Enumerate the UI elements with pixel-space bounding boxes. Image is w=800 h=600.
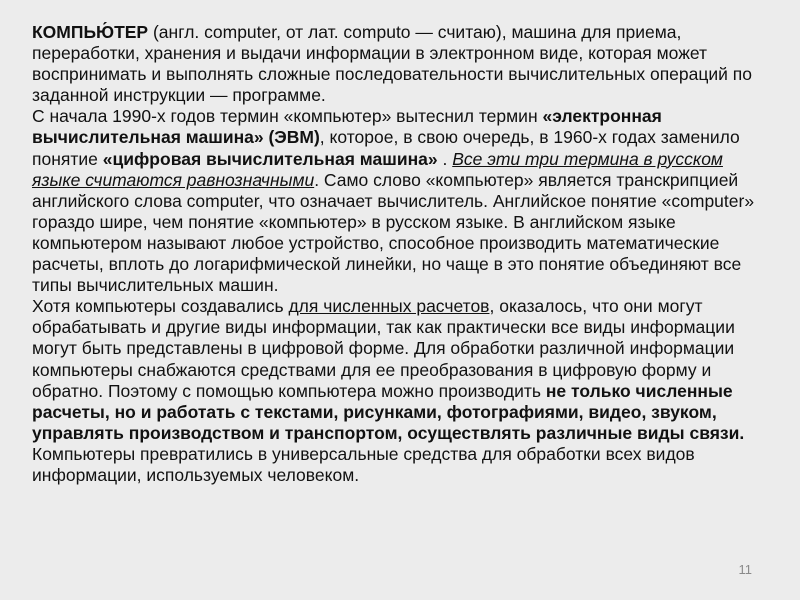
text-segment: . [437, 148, 453, 169]
paragraph-terminology [32, 106, 772, 296]
definition-text: (англ. computer, от лат. computo — считаю), машина для приема, переработки, хранения и выдачи информации в электронном виде, которая может воспринимать и выполнять сложные последовательности вычислительных операций по заданной инструкции — программе. [32, 22, 753, 106]
paragraph-usage [32, 296, 772, 486]
text-segment: . Само слово «компьютер» является транскрипцией английского слова computer, что означает вычислитель. Английское понятие «computer» гораздо шире, чем понятие «компьютер» в русском языке. В английском языке компьютером называют любое устройство, способное производить математические расчеты, вплоть до логарифмической линейки, но чаще в это понятие объединяют все типы вычислительных машин. [32, 169, 755, 296]
term-evm: «электронная вычислительная машина» (ЭВМ) [32, 106, 662, 148]
text-segment: Хотя компьютеры создавались [32, 296, 289, 317]
text-segment: Компьютеры превратились в универсальные средства для обработки всех видов информации, используемых человеком. [32, 443, 695, 485]
text-segment: , оказалось, что они могут обрабатывать и другие виды информации, так как практически все виды информации могут быть представлены в цифровой форме. Для обработки различной информации компьютеры снабжаются средствами для ее преобразования в цифровую форму и обратно. Поэтому с помощью компьютера можно производить [32, 296, 735, 401]
paragraph-definition [32, 22, 772, 106]
term-computer: КОМПЬЮ́ТЕР [32, 22, 149, 42]
link-equivalent-terms[interactable]: Все эти три термина в русском языке считаются равнозначными [32, 148, 723, 190]
slide-text [32, 22, 772, 486]
term-digital-machine: «цифровая вычислительная машина» [102, 148, 438, 169]
text-segment: С начала 1990-х годов термин «компьютер» вытеснил термин [32, 106, 543, 127]
text-segment: , которое, в свою очередь, в 1960-х годах заменило понятие [32, 127, 740, 169]
page-number: 11 [738, 562, 752, 577]
bold-capabilities: не только численные расчеты, но и работать с текстами, рисунками, фотографиями, видео, звуком, управлять производством и транспортом, осуществлять различные виды связи. [32, 380, 745, 443]
link-numerical-calculations[interactable]: для численных расчетов [288, 296, 490, 317]
